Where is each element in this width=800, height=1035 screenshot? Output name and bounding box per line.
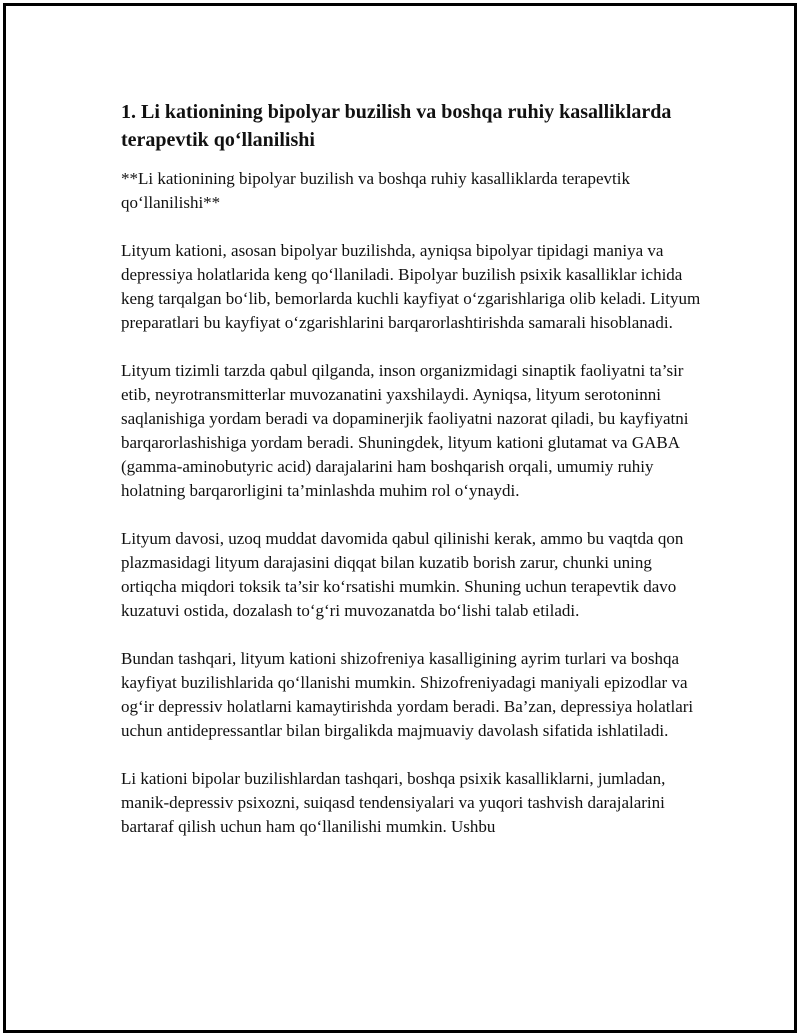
paragraph-3: Lityum davosi, uzoq muddat davomida qabul qilinishi kerak, ammo bu vaqtda qon plazmasidagi lityum darajasini diqqat bilan kuzatib borish zarur, chunki uning ortiqcha miqdori toksik ta’sir ko‘rsatishi mumkin. Shuning uchun terapevtik davo kuzatuvi ostida, dozalash to‘g‘ri muvozanatda bo‘lishi talab etiladi. xyxy=(121,529,684,620)
paragraph-5: Li kationi bipolar buzilishlardan tashqari, boshqa psixik kasalliklarni, jumladan, manik-depressiv psixozni, suiqasd tendensiyalari va yuqori tashvish darajalarini bartaraf qilish uchun ham qo‘llanilishi mumkin. Ushbu xyxy=(121,769,666,836)
section-heading: 1. Li kationining bipolyar buzilish va boshqa ruhiy kasalliklarda terapevtik qo‘llanilishi xyxy=(121,101,672,151)
page-frame xyxy=(3,3,797,1033)
document-body xyxy=(121,98,701,863)
paragraph-1: Lityum kationi, asosan bipolyar buzilishda, ayniqsa bipolyar tipidagi maniya va depressiya holatlarida keng qo‘llaniladi. Bipolyar buzilish psixik kasalliklar ichida keng tarqalgan bo‘lib, bemorlarda kuchli kayfiyat o‘zgarishlariga olib keladi. Lityum preparatlari bu kayfiyat o‘zgarishlarini barqarorlashtirishda samarali hisoblanadi. xyxy=(121,241,701,332)
paragraph-2: Lityum tizimli tarzda qabul qilganda, inson organizmidagi sinaptik faoliyatni ta’sir etib, neyrotransmitterlar muvozanatini yaxshilaydi. Ayniqsa, lityum serotoninni saqlanishiga yordam beradi va dopaminerjik faoliyatni nazorat qiladi, bu kayfiyatni barqarorlashishiga yordam beradi. Shuningdek, lityum kationi glutamat va GABA (gamma-aminobutyric acid) darajalarini ham boshqarish orqali, umumiy ruhiy holatning barqarorligini ta’minlashda muhim rol o‘ynaydi. xyxy=(121,361,689,500)
paragraph-bold-title: **Li kationining bipolyar buzilish va boshqa ruhiy kasalliklarda terapevtik qo‘llanilishi** xyxy=(121,169,630,212)
paragraph-4: Bundan tashqari, lityum kationi shizofreniya kasalligining ayrim turlari va boshqa kayfiyat buzilishlarida qo‘llanishi mumkin. Shizofreniyadagi maniyali epizodlar va og‘ir depressiv holatlarni kamaytirishda yordam beradi. Ba’zan, depressiya holatlari uchun antidepressantlar bilan birgalikda majmuaviy davolash sifatida ishlatiladi. xyxy=(121,649,694,740)
